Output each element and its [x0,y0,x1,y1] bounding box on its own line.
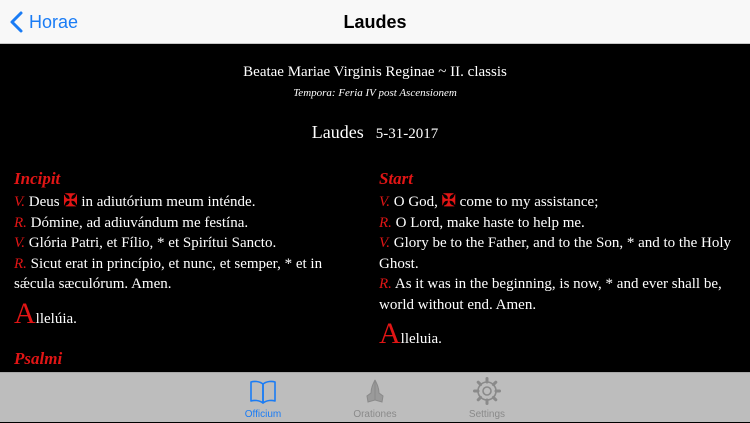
office-name: Beatae Mariae Virginis Reginae ~ II. classis [243,64,507,80]
response-line [379,274,731,315]
tab-officium-label: Officium [244,409,282,420]
versicle-mark: V. [14,235,25,251]
hour-title: Laudes [311,122,364,142]
page-title: Laudes [343,12,407,32]
section-heading-english: Start [379,169,414,188]
response-text: As it was in the beginning, is now, * and ever shall be, world without end. Amen. [379,276,722,313]
response-text: Dómine, ad adiuvándum me festína. [30,214,249,231]
office-text-view[interactable] [0,44,750,372]
versicle-text: come to my assistance; [459,194,599,210]
section-heading-latin-next: Psalmi [14,348,63,368]
alleluia-initial: A [14,296,36,330]
response-mark: R. [379,276,392,292]
alleluia-line [379,319,731,354]
navigation-bar [0,0,750,44]
response-mark: R. [14,214,27,231]
tab-settings-label: Settings [468,409,506,420]
hour-header [0,122,750,143]
response-line [14,213,354,234]
versicle-mark: V. [379,194,390,210]
versicle-mark: V. [14,194,25,210]
cross-icon: ✠ [63,191,78,210]
hour-date: 5-31-2017 [375,126,439,142]
praying-hands-icon [330,377,420,405]
alleluia-line [14,296,354,334]
tab-settings[interactable] [442,373,532,423]
versicle-line [379,191,731,213]
alleluia-initial: A [379,317,401,350]
response-mark: R. [14,255,27,272]
versicle-text: Deus [28,194,60,210]
section-heading-latin: Incipit [14,169,61,188]
back-button[interactable] [10,0,78,44]
tab-orationes[interactable] [330,373,420,423]
back-button-label: Horae [29,11,79,32]
alleluia-text: lleluia. [400,331,442,347]
gear-icon [442,377,532,405]
tab-bar [0,372,750,422]
alleluia-text: llelúia. [35,310,77,327]
versicle-text: Glory be to the Father, and to the Son, * and to the Holy Ghost. [379,235,731,272]
versicle-line [379,233,731,274]
tab-orationes-label: Orationes [353,409,397,420]
english-column [379,168,731,391]
chevron-left-icon [10,11,23,33]
latin-column [14,168,354,371]
tempora-line: Tempora: Feria IV post Ascensionem [293,87,457,99]
response-text: Sicut erat in princípio, et nunc, et semper, * et in sǽcula sæculórum. Amen. [14,255,323,292]
versicle-mark: V. [379,235,390,251]
versicle-line [14,191,354,213]
versicle-text: in adiutórium meum inténde. [81,194,256,210]
response-mark: R. [379,214,392,231]
versicle-text: Glória Patri, et Fílio, * et Spirítui Sancto. [28,235,277,251]
versicle-text: O God, [393,194,438,210]
response-text: O Lord, make haste to help me. [395,214,585,231]
book-icon [218,377,308,405]
cross-icon: ✠ [441,191,456,210]
versicle-line [14,233,354,254]
response-line [379,213,731,234]
response-line [14,254,354,295]
tab-officium[interactable] [218,373,308,423]
